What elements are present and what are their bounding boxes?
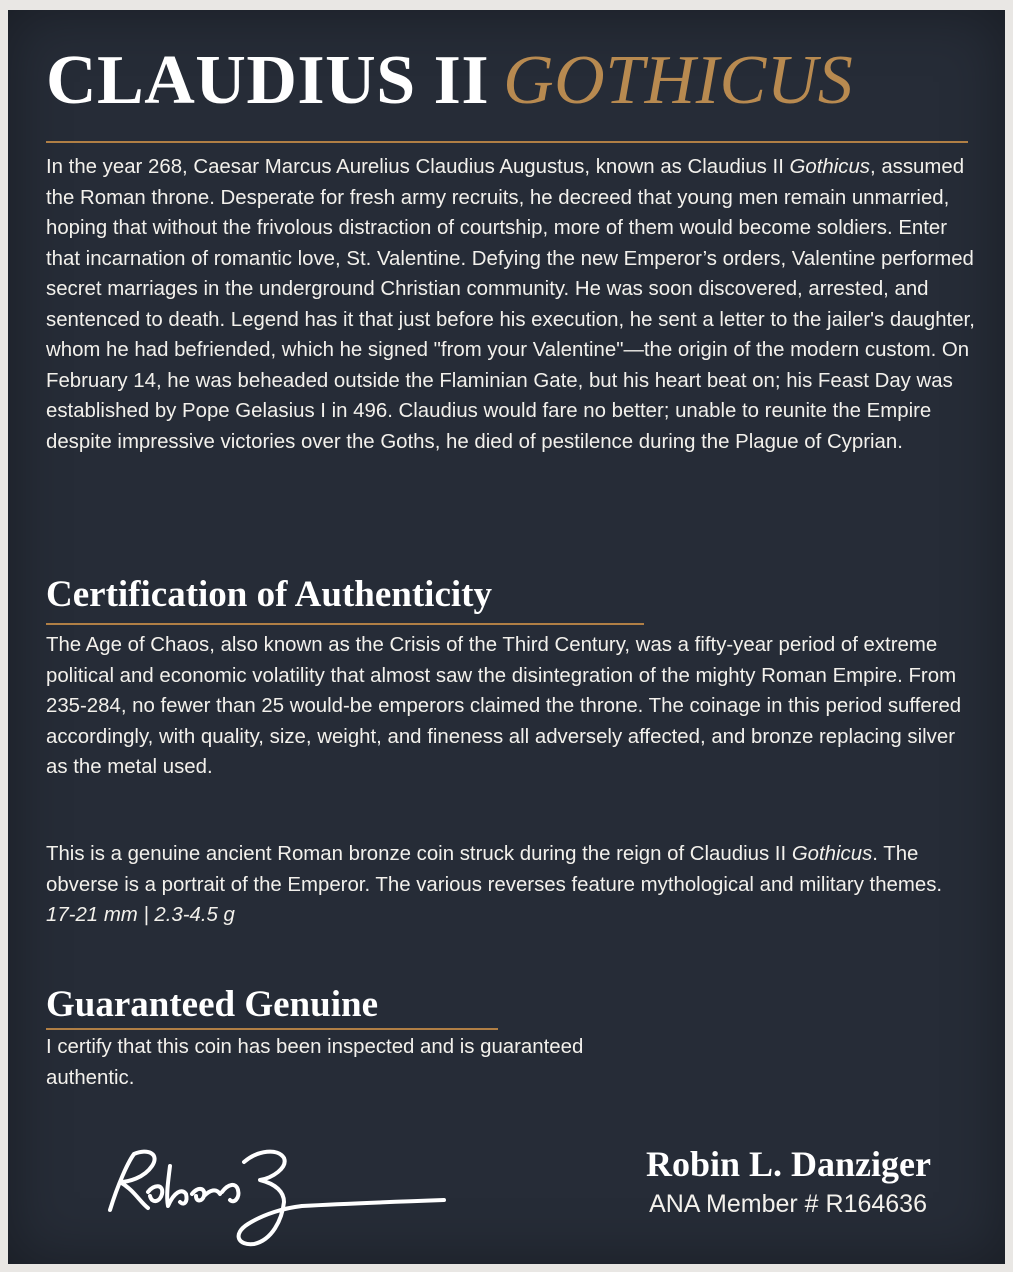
- signer-name: Robin L. Danziger: [645, 1144, 931, 1184]
- title-divider: [46, 141, 968, 143]
- certification-paragraph-2: [46, 839, 976, 931]
- guarantee-text: I certify that this coin has been inspected and is guaranteed authentic.: [46, 1036, 584, 1089]
- cert-text-b: . The obverse is a portrait of the Emperor. The various reverses feature mythological and military themes.: [46, 843, 943, 896]
- intro-italic: Gothicus: [789, 156, 870, 178]
- cert-italic: Gothicus: [791, 843, 873, 865]
- certification-divider: [46, 623, 644, 625]
- guarantee-heading: Guaranteed Genuine: [46, 984, 378, 1025]
- certificate-card: [8, 10, 1005, 1264]
- title-accent: GOTHICUS: [503, 42, 854, 119]
- intro-paragraph: [46, 152, 976, 457]
- guarantee-divider: [46, 1028, 498, 1030]
- intro-text-1: In the year 268, Caesar Marcus Aurelius Claudius Augustus, known as Claudius II: [46, 156, 790, 178]
- coin-specs: 17-21 mm | 2.3-4.5 g: [46, 904, 235, 926]
- intro-text-2: , assumed the Roman throne. Desperate for fresh army recruits, he decreed that young men remain unmarried, hoping that without the frivolous distraction of courtship, more of them would become soldiers. Enter that incarnation of romantic love, St. Valentine. Defying the new Emperor’s orders, Valentine performed secret marriages in the underground Christian community. He was soon discovered, arrested, and sentenced to death. Legend has it that just before his execution, he sent a letter to the jailer's daughter, whom he had befriended, which he signed "from your Valentine"—the origin of the modern custom. On February 14, he was beheaded outside the Flaminian Gate, but his heart beat on; his Feast Day was established by Pope Gelasius I in 496. Claudius would fare no better; unable to reunite the Empire despite impressive victories over the Goths, he died of pestilence during the Plague of Cyprian.: [46, 156, 975, 453]
- cert-text-a: This is a genuine ancient Roman bronze coin struck during the reign of Claudius II: [46, 843, 792, 865]
- certification-paragraph-1: The Age of Chaos, also known as the Crisis of the Third Century, was a fifty-year period of extreme political and economic volatility that almost saw the disintegration of the mighty Roman Empire. From 235-284, no fewer than 25 would-be emperors claimed the throne. The coinage in this period suffered accordingly, with quality, size, weight, and fineness all adversely affected, and bronze replacing silver as the metal used.: [46, 634, 962, 778]
- certification-heading: Certification of Authenticity: [46, 574, 492, 615]
- title-main: CLAUDIUS II: [46, 42, 490, 119]
- page-title: [46, 42, 854, 119]
- signer-member-number: ANA Member # R164636: [649, 1190, 927, 1218]
- signature-image: [88, 1132, 458, 1252]
